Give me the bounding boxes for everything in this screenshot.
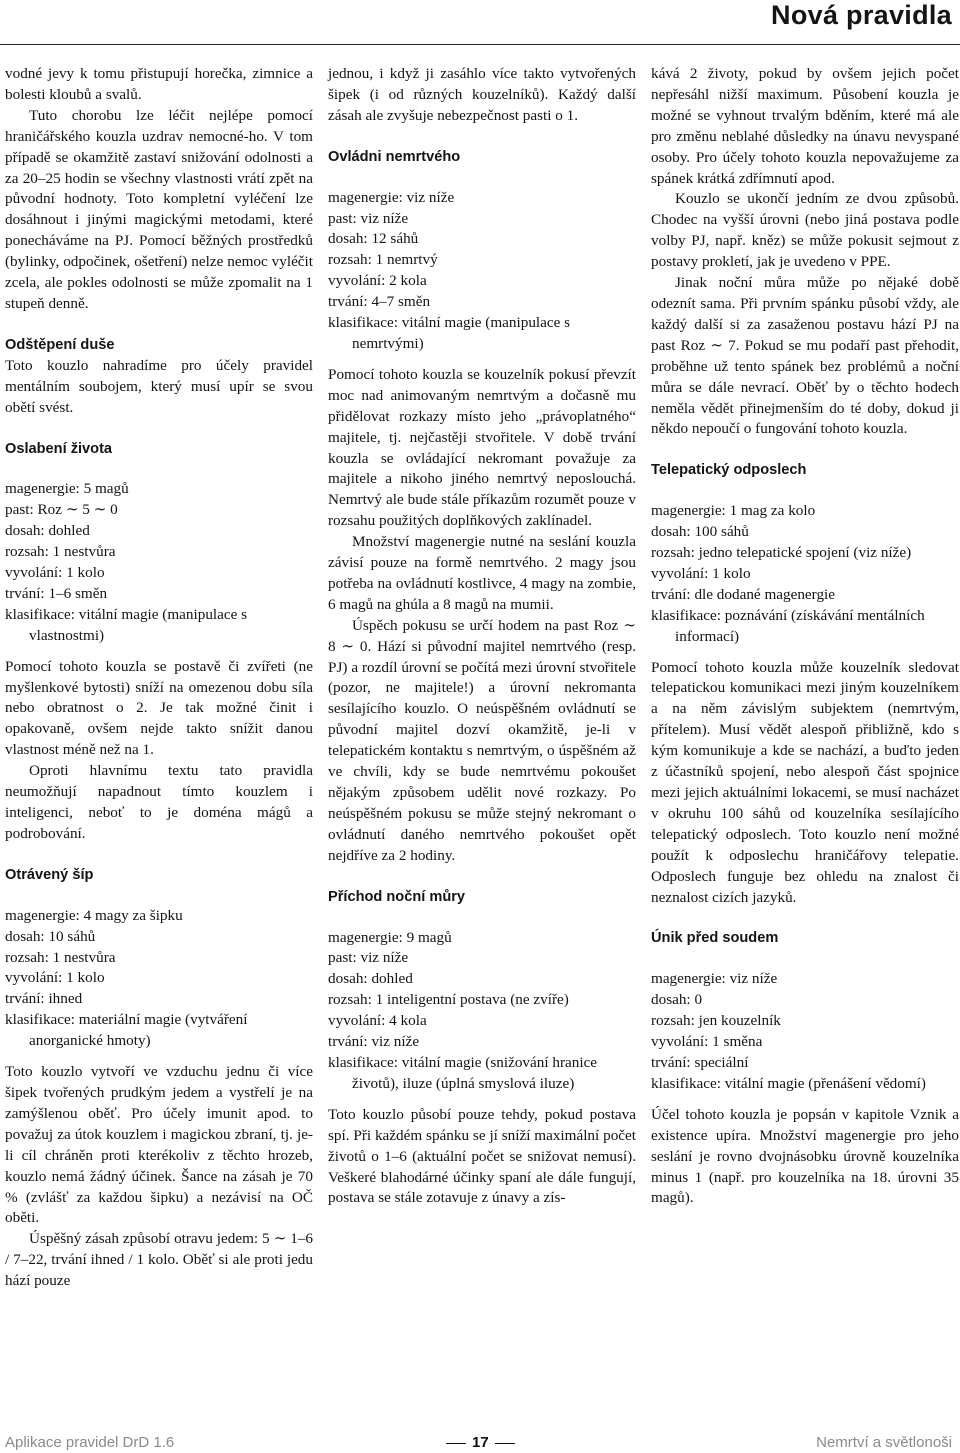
paragraph: Úspěšný zásah způsobí otravu jedem: 5 ∼ 1–6 / 7–22, trvání ihned / 1 kolo. Oběť si ale proti jedu hází pouze <box>5 1230 313 1290</box>
stat-line: klasifikace: vitální magie (snižování hranice životů), iluze (úplná smyslová iluze) <box>328 1053 598 1092</box>
paragraph: Pomocí tohoto kouzla se kouzelník pokusí převzít moc nad animovaným nemrtvým a dočasně mu přidělovat rozkazy místo jeho „právoplatného“ majitele, tj. nejčastěji stvořitele. V době trvání kouzla se ovládající nekromant považuje za majitele a nikoho jiného nemrtvý neposlouchá. Nemrtvý ale bude stále příkazům rozumět pouze v rozsahu použitých doplňkových zaklínadel. <box>328 365 636 530</box>
stat-line: magenergie: 4 magy za šipku <box>5 906 183 924</box>
stat-line: dosah: 12 sáhů <box>328 230 419 248</box>
stat-line: dosah: 10 sáhů <box>5 927 96 945</box>
section-heading: Ovládni nemrtvého <box>328 148 461 165</box>
paragraph: vodné jevy k tomu přistupují horečka, zimnice a bolesti kloubů a svalů. <box>5 65 313 103</box>
paragraph: Toto kouzlo působí pouze tehdy, pokud postava spí. Při každém spánku se jí sníží maximální počet životů o 1–6 (aktuální počet se snižovat nemusí). Veškeré blahodárné účinky spaní ale dále fungují, postava se stále zotavuje z únavy a zís- <box>328 1105 636 1207</box>
paragraph: Toto kouzlo nahradíme pro účely pravidel mentálním soubojem, který musí upír se svou obětí svést. <box>5 356 313 416</box>
page-title: Nová pravidla <box>771 0 952 30</box>
stat-line: vyvolání: 1 kolo <box>5 564 105 582</box>
stat-line: magenergie: 1 mag za kolo <box>651 502 816 520</box>
page-number <box>440 1434 521 1451</box>
paragraph: Tuto chorobu lze léčit nejlépe pomocí hraničářského kouzla uzdrav nemocné-ho. V tom případě se okamžitě zastaví snižování odolnosti a za 20–25 hodin se všechny vlastnosti vrátí zpět na původní hodnoty. Toto kompletní vyléčení lze dosáhnout i jinými magickými metodami, které ponecháváme na PJ. Pomocí běžných prostředků (bylinky, odpočinek, ošetření) nelze nemoc vyléčit zcela, ale pokles odolnosti se může zpomalit na 1 stupeň denně. <box>5 106 313 312</box>
stat-line: rozsah: jen kouzelník <box>651 1012 781 1030</box>
stat-line: dosah: 0 <box>651 991 703 1009</box>
column-1 <box>5 64 313 1292</box>
paragraph: Kouzlo se ukončí jedním ze dvou způsobů. Chodec na vyšší úrovni (nebo jiná postava podle volby PJ, např. kněz) se může pokusit sejmout z postavy prokletí, jak je uvedeno v PPE. <box>651 190 959 271</box>
stat-line: vyvolání: 1 směna <box>651 1033 763 1051</box>
stat-line: klasifikace: vitální magie (manipulace s nemrtvými) <box>328 314 571 352</box>
stat-line: rozsah: 1 nemrtvý <box>328 251 438 269</box>
paragraph: Množství magenergie nutné na seslání kouzla závisí pouze na formě nemrtvého. 2 magy jsou potřeba na ovládnutí kostlivce, 4 magy na zombie, 6 magů na ghúla a 8 magů na mumii. <box>328 533 636 613</box>
stat-line: vyvolání: 1 kolo <box>651 564 751 582</box>
stat-line: trvání: 4–7 směn <box>328 293 431 311</box>
stat-line: past: Roz ∼ 5 ∼ 0 <box>5 501 118 519</box>
stat-line: klasifikace: poznávání (získávání mentálních informací) <box>651 606 925 645</box>
footer-chapter-title: Nemrtví a světlonoši <box>816 1434 952 1451</box>
stat-line: trvání: speciální <box>651 1053 749 1071</box>
section-heading: Příchod noční můry <box>328 888 466 905</box>
column-3 <box>651 64 959 1209</box>
section-heading: Únik před soudem <box>651 930 779 947</box>
stat-line: rozsah: 1 nestvůra <box>5 543 116 561</box>
paragraph: Oproti hlavnímu textu tato pravidla neumožňují napadnout tímto kouzlem i inteligenci, neboť to je doména mágů a podrobování. <box>5 762 313 842</box>
section-heading: Otrávený šíp <box>5 866 94 883</box>
section-heading: Odštěpení duše <box>5 336 115 353</box>
paragraph: Toto kouzlo vytvoří ve vzduchu jednu či více šipek tvořených prudkým jedem a vystřelí je na zamýšlenou oběť. Pro účely imunit apod. to považuj za útok kouzlem i magickou zbraní, tj. je-li cíl chráněn proti kterékoliv z těchto hrozeb, kouzlo nemá žádný účinek. Šance na zásah je 70 % (zvlášť za každou šipku) a nezávisí na OČ oběti. <box>5 1063 313 1227</box>
paragraph: Úspěch pokusu se určí hodem na past Roz ∼ 8 ∼ 0. Hází si původní majitel nemrtvého (resp. PJ) a rozdíl úrovní se počítá mezi úrovní stvořitele (pozor, ne majitele!) a úrovní nekromanta sesílajícího kouzlo. O neúspěšném ovládnutí se původní majitel dozví okamžitě, je-li v telepatickém kontaktu s nemrtvým, o úspěšném až ve chvíli, kdy se bude nemrtvému pokoušet nějakým způsobem udělit nové rozkazy. Po neúspěšném pokusu se může stejný nekromant o ovládnutí daného nemrtvého pokoušet opět nejdříve za 2 hodiny. <box>328 616 636 864</box>
stat-line: trvání: viz níže <box>328 1033 420 1051</box>
section-heading: Telepatický odposlech <box>651 462 807 479</box>
page-number-value: 17 <box>472 1434 489 1451</box>
stat-line: klasifikace: materiální magie (vytváření anorganické hmoty) <box>5 1011 248 1050</box>
stat-line: past: viz níže <box>328 209 409 227</box>
stat-line: dosah: dohled <box>328 970 413 988</box>
column-2 <box>328 64 636 1209</box>
footer-book-title: Aplikace pravidel DrD 1.6 <box>5 1434 175 1451</box>
stat-line: trvání: ihned <box>5 990 83 1008</box>
stat-line: klasifikace: vitální magie (manipulace s vlastnostmi) <box>5 605 248 644</box>
stat-line: trvání: dle dodané magenergie <box>651 585 836 603</box>
paragraph: Pomocí tohoto kouzla může kouzelník sledovat telepatickou komunikaci mezi jiným kouzelníkem a na něm závislým subjektem (nemrtvým, přítelem). Musí vědět alespoň přibližně, kdo s kým komunikuje a kde se nachází, a buďto jeden z účastníků spojení, nebo alespoň část spojnice mezi jejich aktuálními lokacemi, se musí nacházet v okruhu 100 sáhů od kouzelníka sesílajícího telepatický odposlech. Toto kouzlo není možné použít k odposlechu hraničářovy telepatie. Odposlech funguje bez ohledu na znalost či neznalost cizích jazyků. <box>651 658 959 906</box>
stat-line: dosah: dohled <box>5 522 90 540</box>
stat-line: magenergie: 5 magů <box>5 480 129 498</box>
stat-line: vyvolání: 2 kola <box>328 272 427 290</box>
page-header <box>0 0 960 45</box>
page-footer <box>0 1430 960 1453</box>
stat-line: rozsah: 1 inteligentní postava (ne zvíře) <box>328 991 569 1009</box>
stat-line: magenergie: 9 magů <box>328 928 452 946</box>
stat-line: magenergie: viz níže <box>651 970 778 988</box>
stat-line: dosah: 100 sáhů <box>651 523 749 541</box>
section-heading: Oslabení života <box>5 440 113 457</box>
paragraph: Účel tohoto kouzla je popsán v kapitole Vznik a existence upíra. Množství magenergie pro jeho seslání je rovno dvojnásobku úrovně kouzelníka minus 1 (např. pro kouzelníka na 18. úrovni 35 magů). <box>651 1105 959 1207</box>
stat-line: magenergie: viz níže <box>328 188 455 206</box>
stat-line: rozsah: 1 nestvůra <box>5 948 116 966</box>
stat-line: klasifikace: vitální magie (přenášení vědomí) <box>651 1074 926 1092</box>
stat-line: past: viz níže <box>328 949 409 967</box>
stat-line: vyvolání: 4 kola <box>328 1012 427 1030</box>
paragraph: jednou, i když ji zasáhlo více takto vytvořených šipek (i od různých kouzelníků). Každý další zásah ale zvyšuje nebezpečnost pasti o 1. <box>328 65 636 124</box>
paragraph: Jinak noční můra může po nějaké době odeznít sama. Při prvním spánku působí vždy, ale každý další si za zasaženou postavu hází PJ na past Roz ∼ 7. Pokud se mu podaří past přehodit, proběhne už tento spánek bez problémů a noční můra se dále nevrací. Oběť by o těchto hodech neměla vědět přinejmenším do té doby, dokud ji někdo nepoučí o fungování tohoto kouzla. <box>651 274 959 438</box>
stat-line: vyvolání: 1 kolo <box>5 969 105 987</box>
stat-line: rozsah: jedno telepatické spojení (viz níže) <box>651 544 912 562</box>
stat-line: trvání: 1–6 směn <box>5 584 108 602</box>
paragraph: Pomocí tohoto kouzla se postavě či zvířeti (ne myšlenkové bytosti) sníží na omezenou dobu síla nebo obratnost o 2. Je tak možné činit i opakovaně, ovšem nejde takto snížit danou vlastnost méně než na 1. <box>5 657 313 759</box>
paragraph: kává 2 životy, pokud by ovšem jejich počet nepřesáhl nižší maximum. Působení kouzla je možné se vyhnout trvalým bděním, které má ale pro změnu neblahé důsledky na únavu nevyspané osoby. Pro účely tohoto kouzla nepovažujeme za spánek krátká zdřímnutí apod. <box>651 65 959 187</box>
